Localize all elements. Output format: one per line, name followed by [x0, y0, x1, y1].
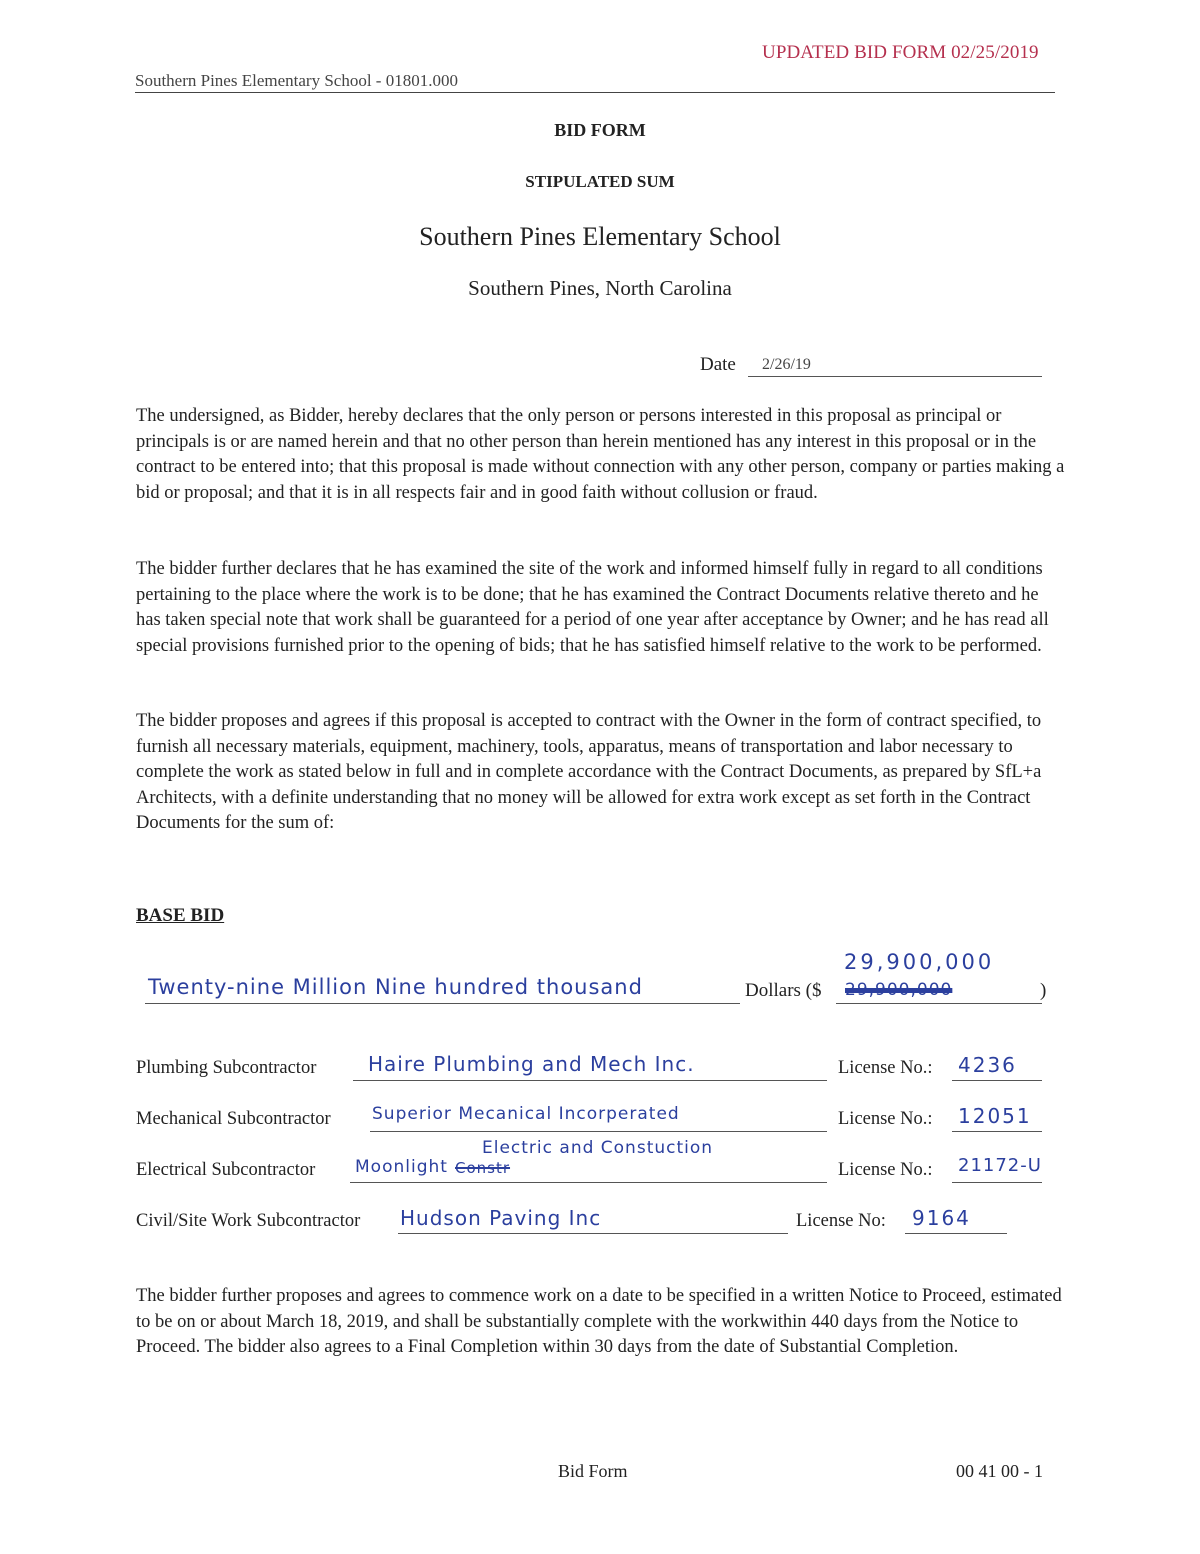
base-bid-heading: BASE BID [136, 905, 225, 926]
school-location: Southern Pines, North Carolina [468, 276, 732, 300]
amount-figures-value: 29,900,000 [844, 950, 995, 974]
header-rule [135, 92, 1055, 93]
electrical-name-insert: Electric and Constuction [482, 1138, 714, 1158]
civil-site-name-value: Hudson Paving Inc [400, 1206, 602, 1230]
plumbing-name-value: Haire Plumbing and Mech Inc. [368, 1052, 695, 1076]
electrical-label: Electrical Subcontractor [136, 1160, 316, 1180]
school-name: Southern Pines Elementary School [419, 222, 781, 251]
mechanical-name-value: Superior Mecanical Incorperated [372, 1104, 680, 1124]
amount-words-field[interactable] [145, 1003, 740, 1004]
mechanical-license-field[interactable] [952, 1131, 1042, 1132]
electrical-name-value: Moonlight [355, 1157, 448, 1177]
amount-figures-field[interactable] [836, 1003, 1042, 1004]
declaration-paragraph: The undersigned, as Bidder, hereby declares that the only person or persons interested in this proposal as principal or principals is or are named herein and that no other person than herein mentioned has any interest in this proposal or in the contract to be entered into; that this proposal is made without connection with any other person, company or parties making a bid or proposal; and that it is in all respects fair and in good faith without collusion or fraud. [136, 406, 1065, 503]
mechanical-license-value: 12051 [958, 1104, 1032, 1128]
electrical-license-field[interactable] [952, 1182, 1042, 1183]
project-header: Southern Pines Elementary School - 01801.000 [135, 71, 458, 90]
dollars-label: Dollars ($ [745, 980, 822, 1001]
electrical-name-struck: Constr [455, 1159, 511, 1177]
electrical-license-value: 21172-U [958, 1155, 1042, 1176]
footer-title: Bid Form [558, 1461, 628, 1481]
civil-site-name-field[interactable] [398, 1233, 788, 1234]
date-label: Date [700, 354, 736, 375]
date-value: 2/26/19 [762, 356, 811, 373]
civil-site-license-value: 9164 [912, 1206, 971, 1230]
form-title: BID FORM [554, 120, 646, 140]
plumbing-license-field[interactable] [952, 1080, 1042, 1081]
electrical-license-label: License No.: [838, 1160, 933, 1180]
examination-paragraph: The bidder further declares that he has examined the site of the work and informed himself fully in regard to all conditions pertaining to the place where the work is to be done; that he has examined the Contract Documents relative thereto and he has taken special note that work shall be guaranteed for a period of one year after acceptance by Owner; and he has read all special provisions furnished prior to the opening of bids; that he has satisfied himself relative to the work to be performed. [136, 559, 1049, 656]
schedule-paragraph: The bidder further proposes and agrees to commence work on a date to be specified in a written Notice to Proceed, estimated to be on or about March 18, 2019, and shall be substantially complete with the workwithin 440 days from the Notice to Proceed. The bidder also agrees to a Final Completion within 30 days from the date of Substantial Completion. [136, 1286, 1062, 1357]
electrical-name-field[interactable] [350, 1182, 827, 1183]
mechanical-name-field[interactable] [370, 1131, 827, 1132]
page-number: 00 41 00 - 1 [956, 1461, 1043, 1481]
plumbing-license-label: License No.: [838, 1058, 933, 1078]
civil-site-license-field[interactable] [905, 1233, 1007, 1234]
civil-site-label: Civil/Site Work Subcontractor [136, 1211, 361, 1231]
mechanical-license-label: License No.: [838, 1109, 933, 1129]
plumbing-license-value: 4236 [958, 1053, 1017, 1077]
mechanical-label: Mechanical Subcontractor [136, 1109, 331, 1129]
amount-words-value: Twenty-nine Million Nine hundred thousand [148, 975, 643, 999]
form-subtitle: STIPULATED SUM [525, 172, 675, 191]
plumbing-label: Plumbing Subcontractor [136, 1058, 317, 1078]
amount-struck-value: 29,900,000 [845, 980, 953, 1000]
close-paren: ) [1040, 980, 1047, 1001]
updated-bid-notice: UPDATED BID FORM 02/25/2019 [762, 42, 1039, 63]
civil-site-license-label: License No: [796, 1211, 886, 1231]
date-field[interactable] [748, 376, 1042, 377]
plumbing-name-field[interactable] [353, 1080, 827, 1081]
proposal-paragraph: The bidder proposes and agrees if this proposal is accepted to contract with the Owner in the form of contract specified, to furnish all necessary materials, equipment, machinery, tools, apparatus, means of transportation and labor necessary to complete the work as stated below in full and in complete accordance with the Contract Documents, as prepared by SfL+a Architects, with a definite understanding that no money will be allowed for extra work except as set forth in the Contract Documents for the sum of: [136, 711, 1042, 833]
